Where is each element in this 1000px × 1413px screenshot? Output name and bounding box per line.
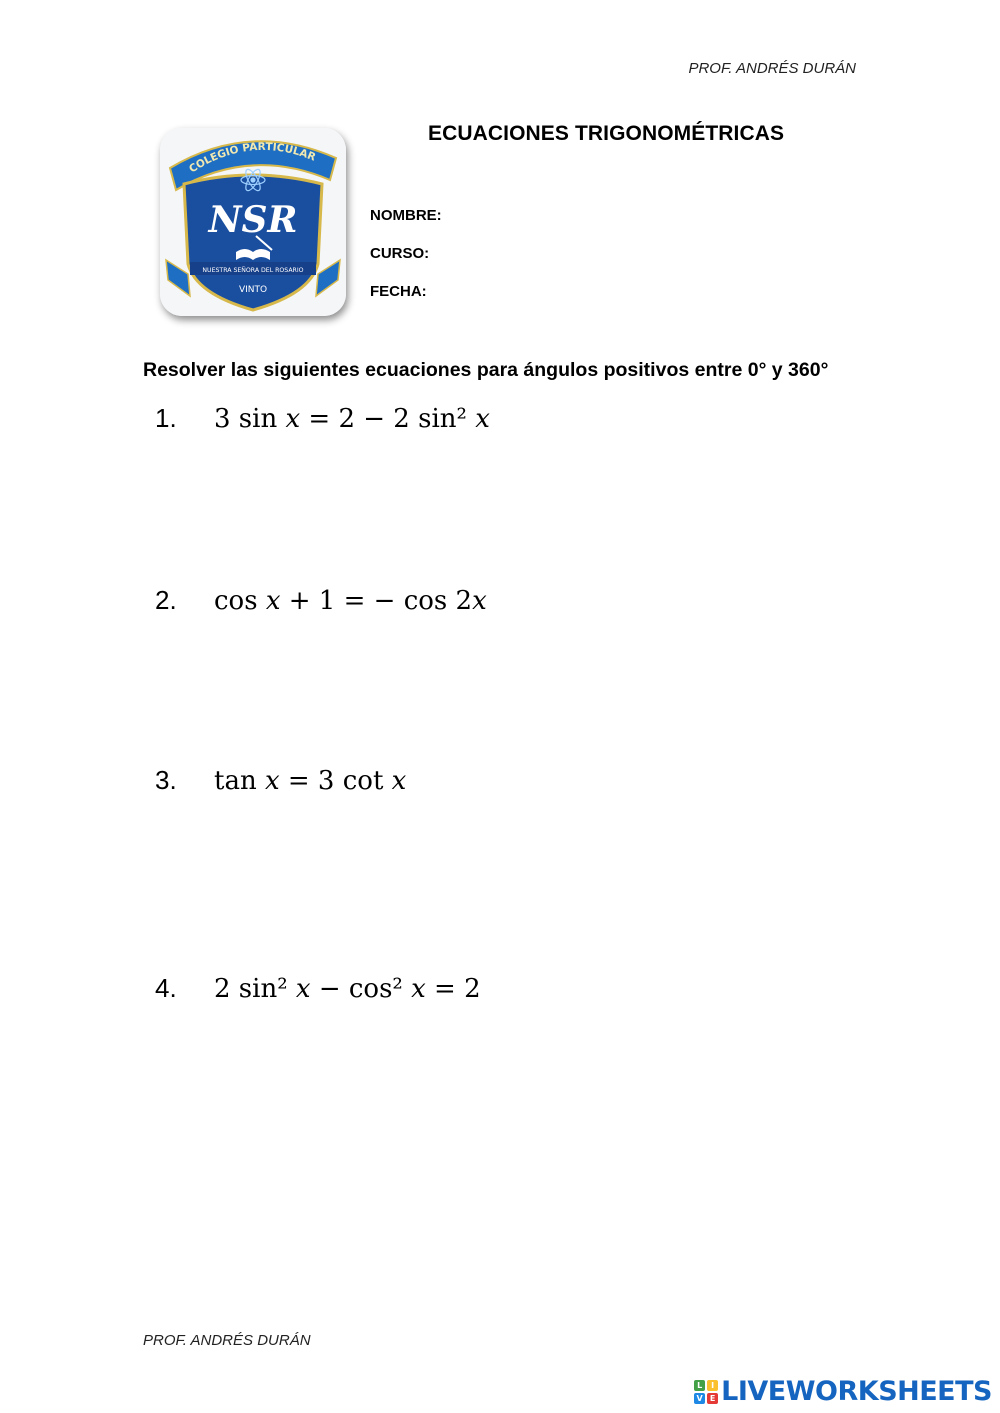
problem-item <box>155 765 406 796</box>
instructions: Resolver las siguientes ecuaciones para ángulos positivos entre 0° y 360° <box>143 359 829 381</box>
problem-number: 1. <box>155 403 177 433</box>
problem-equation: cos 𝑥 + 1 = − cos 2𝑥 <box>214 586 487 616</box>
school-crest-icon <box>160 128 346 316</box>
problem-equation: 3 sin 𝑥 = 2 − 2 sin² 𝑥 <box>214 404 490 434</box>
problem-number: 3. <box>155 765 177 795</box>
problem-number: 2. <box>155 585 177 615</box>
curso-label: CURSO: <box>370 245 430 262</box>
page-title: ECUACIONES TRIGONOMÉTRICAS <box>428 122 785 145</box>
logo-arc-text: COLEGIO PARTICULAR <box>187 140 318 176</box>
school-logo <box>160 128 346 316</box>
logo-initials: NSR <box>208 199 298 241</box>
liveworksheets-watermark <box>694 1376 992 1407</box>
problem-equation: 2 sin² 𝑥 − cos² 𝑥 = 2 <box>214 974 481 1004</box>
logo-town: VINTO <box>238 285 268 295</box>
fecha-label: FECHA: <box>370 283 427 300</box>
logo-motto: NUESTRA SEÑORA DEL ROSARIO <box>202 267 304 274</box>
problem-item <box>155 403 490 434</box>
problem-item <box>155 585 487 616</box>
nombre-label: NOMBRE: <box>370 207 442 224</box>
liveworksheets-text: LIVEWORKSHEETS <box>721 1376 992 1407</box>
problem-number: 4. <box>155 973 177 1003</box>
footer-author: PROF. ANDRÉS DURÁN <box>143 1332 311 1349</box>
header-author: PROF. ANDRÉS DURÁN <box>688 60 856 77</box>
problem-equation: tan 𝑥 = 3 cot 𝑥 <box>214 766 407 796</box>
liveworksheets-logo-icon: L I V E <box>694 1380 718 1404</box>
problem-item <box>155 973 481 1004</box>
